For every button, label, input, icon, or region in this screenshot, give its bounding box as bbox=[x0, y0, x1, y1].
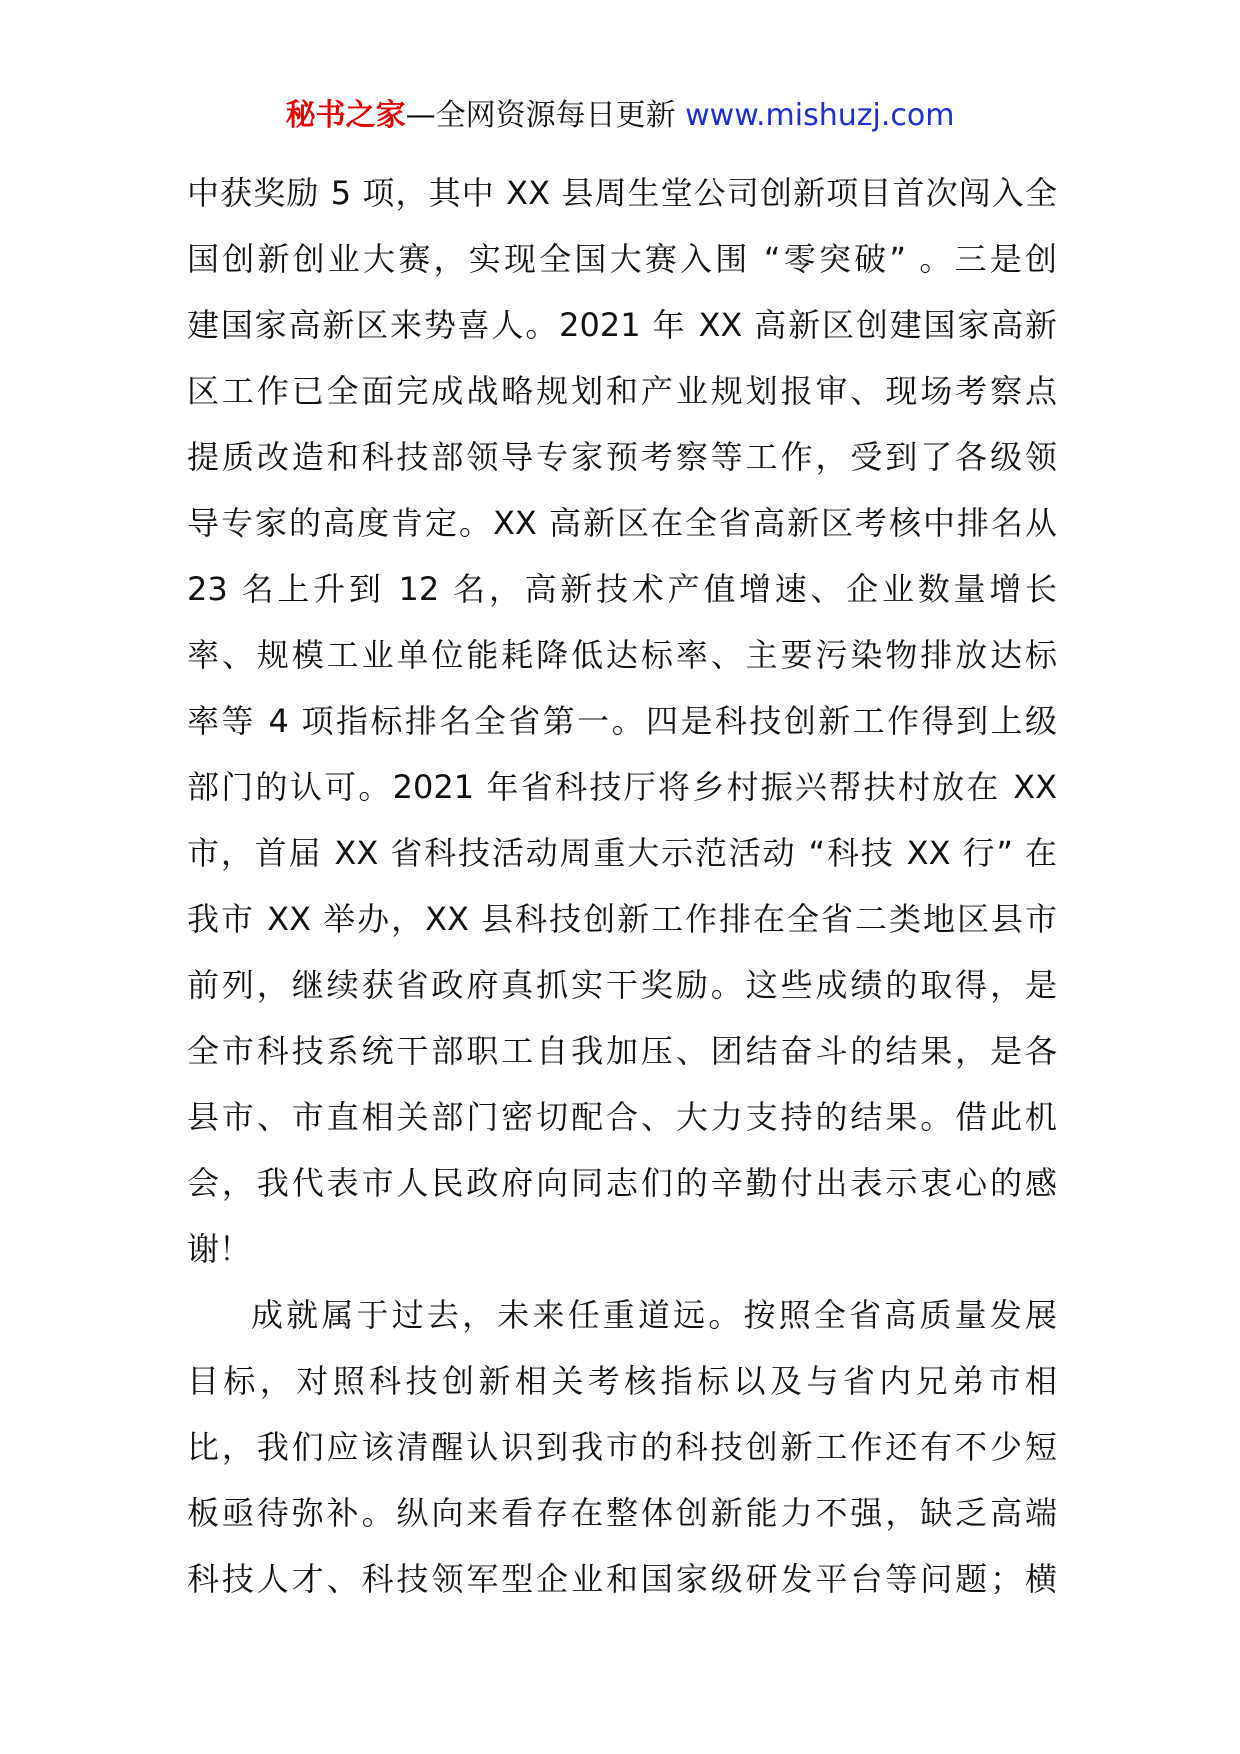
body-line: 提质改造和科技部领导专家预考察等工作，受到了各级领 bbox=[187, 438, 1057, 476]
site-header bbox=[0, 94, 1240, 138]
body-line: 目标，对照科技创新相关考核指标以及与省内兄弟市相 bbox=[187, 1362, 1057, 1400]
body-line: 比，我们应该清醒认识到我市的科技创新工作还有不少短 bbox=[187, 1428, 1057, 1466]
body-line: 全市科技系统干部职工自我加压、团结奋斗的结果，是各 bbox=[187, 1032, 1057, 1070]
site-tagline: —全网资源每日更新 bbox=[405, 98, 676, 133]
body-line: 科技人才、科技领军型企业和国家级研发平台等问题；横 bbox=[187, 1560, 1057, 1598]
site-url-link[interactable]: www.mishuzj.com bbox=[685, 98, 955, 133]
paragraph-first-line: 成就属于过去，未来任重道远。按照全省高质量发展 bbox=[251, 1296, 1057, 1334]
body-line: 谢！ bbox=[187, 1230, 252, 1268]
body-line: 区工作已全面完成战略规划和产业规划报审、现场考察点 bbox=[187, 372, 1057, 410]
body-line: 率、规模工业单位能耗降低达标率、主要污染物排放达标 bbox=[187, 636, 1057, 674]
body-line: 前列，继续获省政府真抓实干奖励。这些成绩的取得，是 bbox=[187, 966, 1057, 1004]
body-line: 我市 XX 举办，XX 县科技创新工作排在全省二类地区县市 bbox=[187, 900, 1057, 938]
body-line: 板亟待弥补。纵向来看存在整体创新能力不强，缺乏高端 bbox=[187, 1494, 1057, 1532]
body-line: 率等 4 项指标排名全省第一。四是科技创新工作得到上级 bbox=[187, 702, 1057, 740]
body-line: 部门的认可。2021 年省科技厅将乡村振兴帮扶村放在 XX bbox=[187, 768, 1057, 806]
document-body bbox=[187, 160, 1057, 1612]
body-line: 导专家的高度肯定。XX 高新区在全省高新区考核中排名从 bbox=[187, 504, 1057, 542]
body-line: 县市、市直相关部门密切配合、大力支持的结果。借此机 bbox=[187, 1098, 1057, 1136]
body-line: 建国家高新区来势喜人。2021 年 XX 高新区创建国家高新 bbox=[187, 306, 1057, 344]
site-brand: 秘书之家 bbox=[285, 98, 406, 133]
body-line: 市，首届 XX 省科技活动周重大示范活动 “科技 XX 行” 在 bbox=[187, 834, 1057, 872]
body-line: 国创新创业大赛，实现全国大赛入围 “零突破” 。三是创 bbox=[187, 240, 1057, 278]
body-line: 会，我代表市人民政府向同志们的辛勤付出表示衷心的感 bbox=[187, 1164, 1057, 1202]
body-line: 23 名上升到 12 名，高新技术产值增速、企业数量增长 bbox=[187, 570, 1057, 608]
body-line: 中获奖励 5 项，其中 XX 县周生堂公司创新项目首次闯入全 bbox=[187, 174, 1057, 212]
